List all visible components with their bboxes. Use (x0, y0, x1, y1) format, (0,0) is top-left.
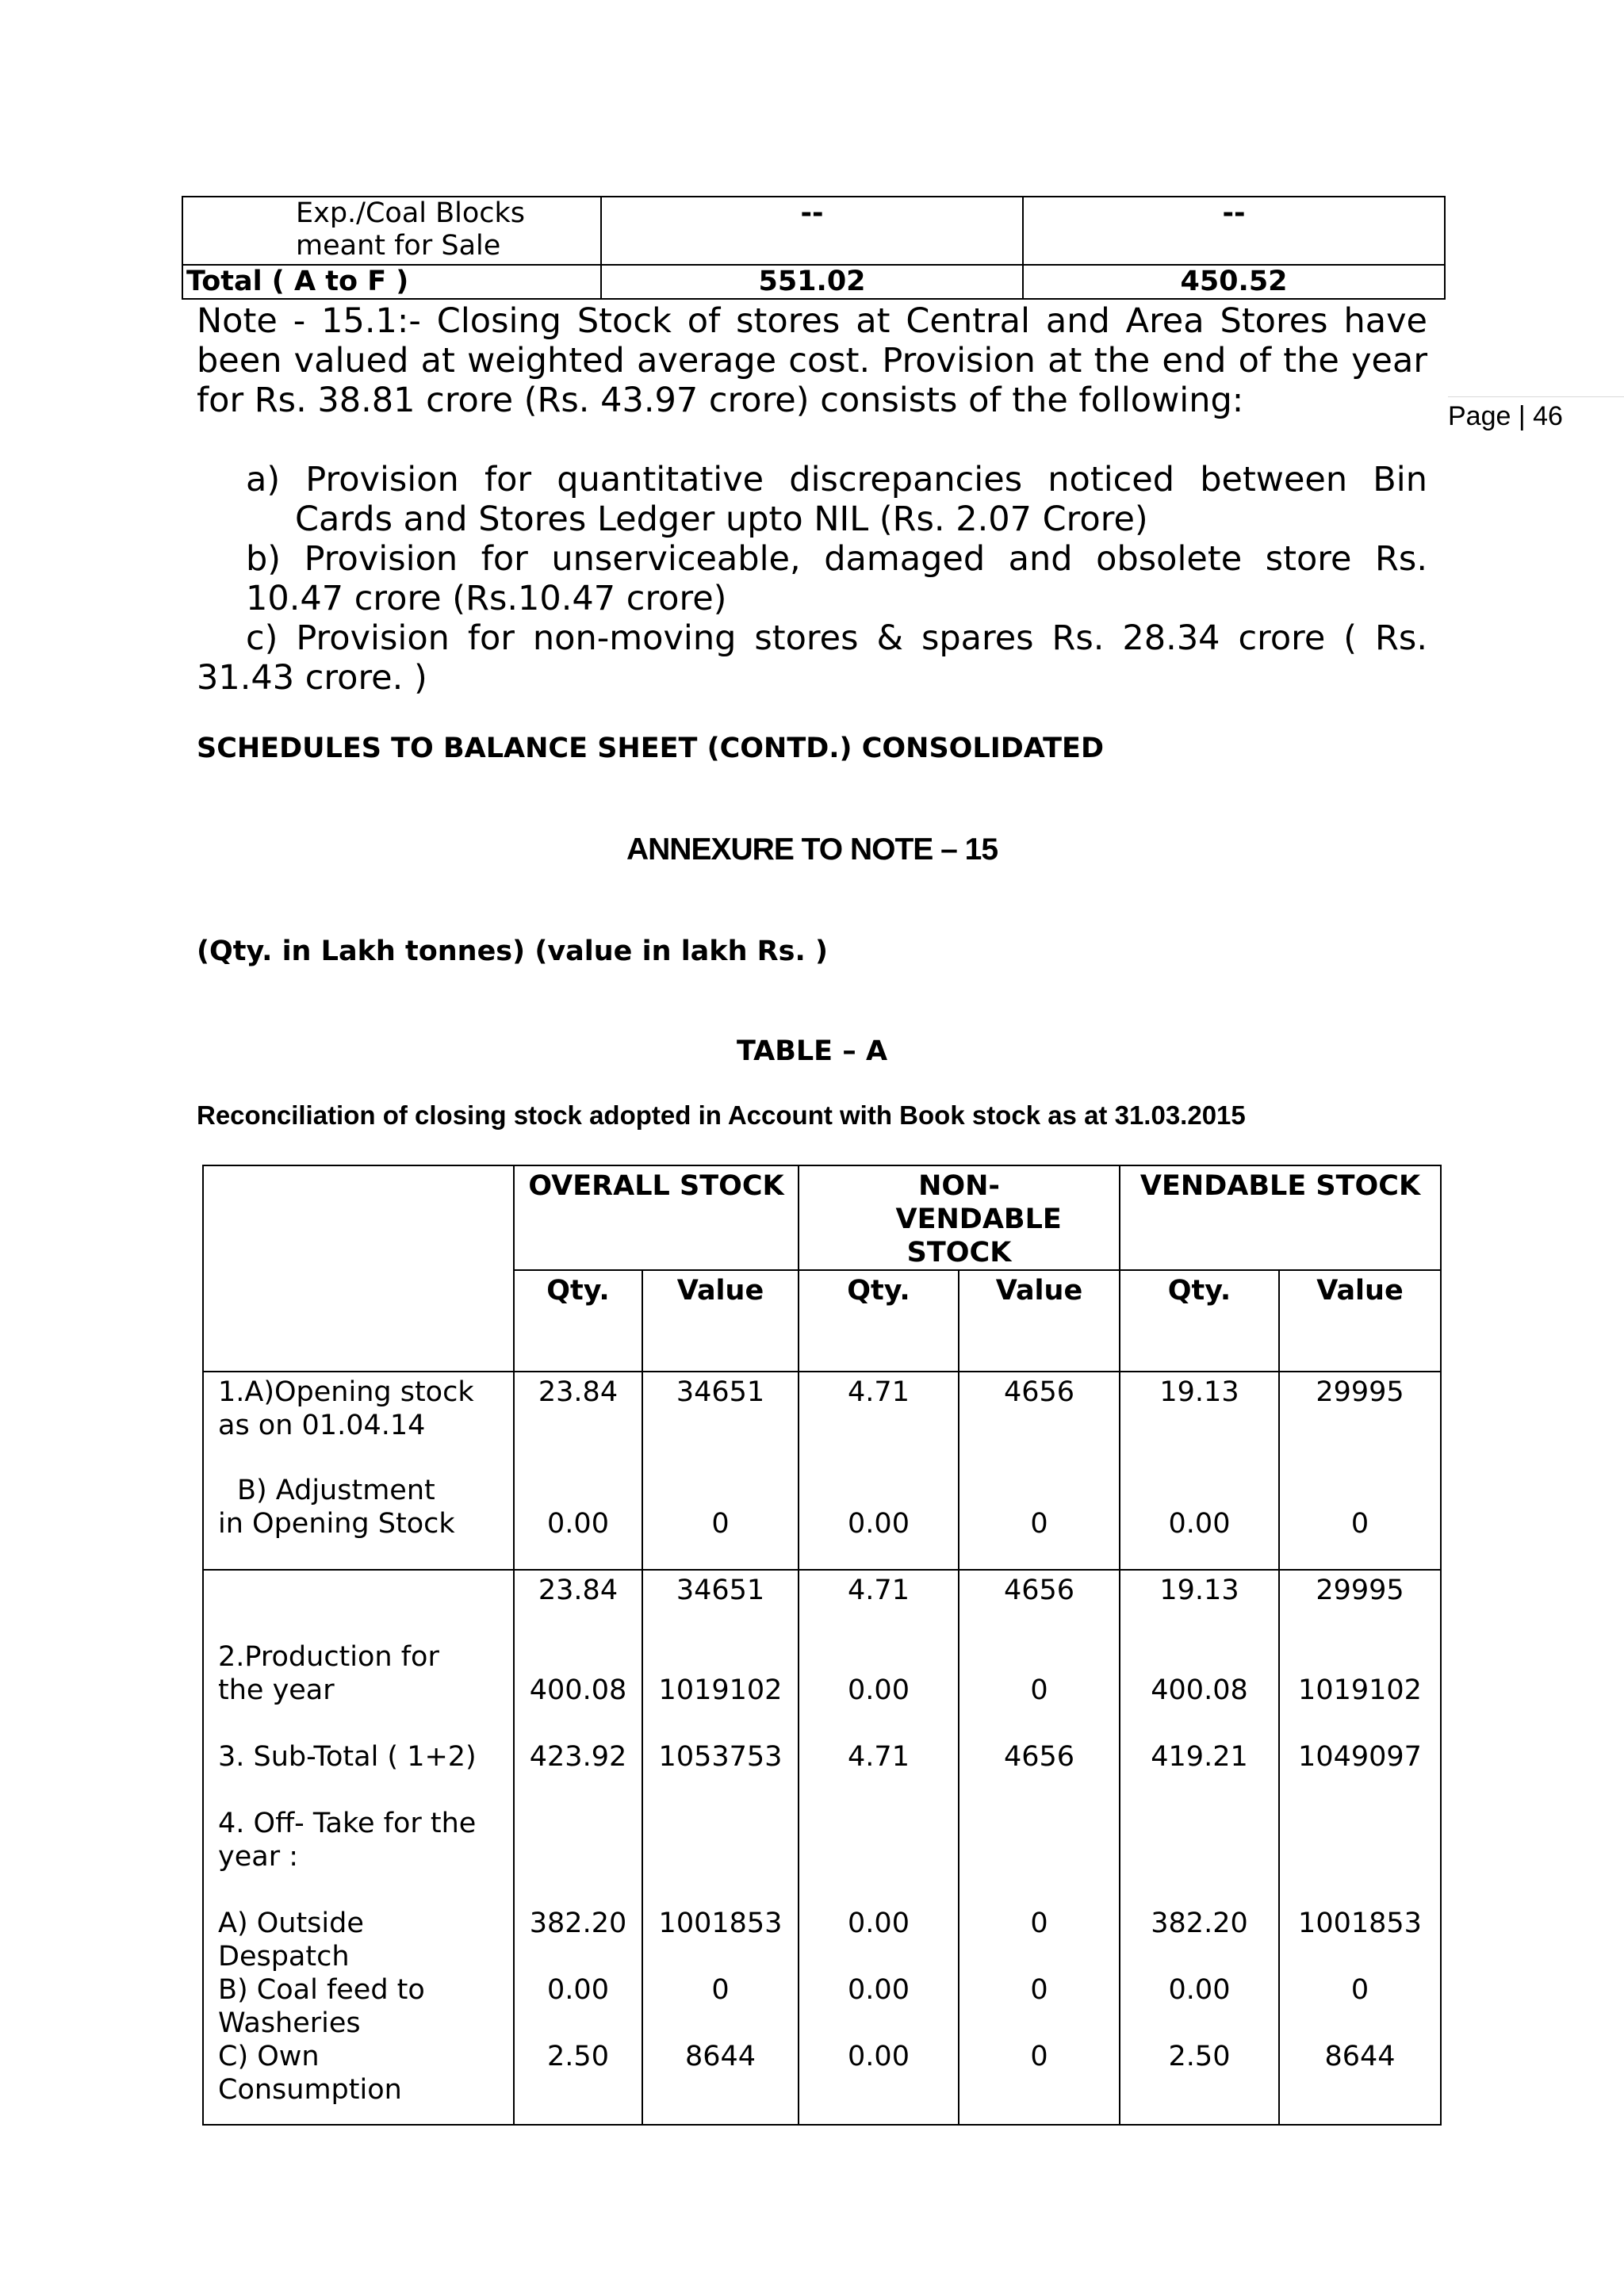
stores-summary-table (182, 196, 1446, 300)
value-header: Value (959, 1270, 1120, 1372)
qty-header: Qty. (514, 1270, 642, 1372)
cell (514, 1570, 642, 2125)
cell-value: 0.00 (848, 1674, 910, 1706)
total-value: 551.02 (601, 265, 1023, 299)
row-label: 2.Production for the year 3. Sub-Total ( 1+2) 4. Off- Take for the year : A) Outside Despatch B) Coal feed to Washeries C) Own Consumption (203, 1570, 514, 2125)
cell-value: 19.13 (1159, 1376, 1239, 1408)
cell-value: 0 (711, 1508, 730, 1540)
cell-value: 0.00 (547, 1974, 609, 2006)
cell-value: 23.84 (538, 1575, 619, 1606)
row-label: Exp./Coal Blocks meant for Sale (182, 197, 601, 265)
list-item-c: c) Provision for non-moving stores & spares Rs. 28.34 crore ( Rs. 31.43 crore. ) (197, 618, 1427, 698)
schedules-heading: SCHEDULES TO BALANCE SHEET (CONTD.) CONSOLIDATED (197, 733, 1104, 764)
table-a-heading: TABLE – A (736, 1035, 888, 1067)
total-label: Total ( A to F ) (182, 265, 601, 299)
cell-value: 8644 (684, 2041, 756, 2072)
header-non-vendable-stock: NON-VENDABLE STOCK (799, 1165, 1120, 1270)
cell-value: 0 (1030, 1508, 1048, 1540)
value-header: Value (1279, 1270, 1441, 1372)
cell (642, 1570, 799, 2125)
cell-value: 34651 (676, 1376, 765, 1408)
cell-value: 382.20 (529, 1908, 627, 1939)
cell (1279, 1372, 1441, 1570)
list-item-a: a) Provision for quantitative discrepancies noticed between Bin Cards and Stores Ledger upto NIL (Rs. 2.07 Crore) (246, 460, 1427, 539)
cell-value: 0 (1030, 1674, 1048, 1706)
cell-value: 0 (1350, 1508, 1369, 1540)
row-label: 1.A)Opening stock as on 01.04.14 B) Adjustment in Opening Stock (203, 1372, 514, 1570)
total-row (182, 265, 1445, 299)
cell-value: 1019102 (1298, 1674, 1422, 1706)
cell-value: 0.00 (848, 1908, 910, 1939)
value-cell: -- (1023, 197, 1445, 265)
cell-value: 4656 (1003, 1376, 1075, 1408)
qty-header: Qty. (799, 1270, 959, 1372)
cell-value: 0 (1030, 1974, 1048, 2006)
page-divider (1448, 396, 1624, 397)
header-vendable-stock: VENDABLE STOCK (1120, 1165, 1441, 1270)
value-header: Value (642, 1270, 799, 1372)
empty-header-cell (203, 1165, 514, 1372)
cell-value: 0.00 (848, 1508, 910, 1540)
cell-value: 1049097 (1298, 1741, 1422, 1773)
total-value: 450.52 (1023, 265, 1445, 299)
page-number: Page | 46 (1448, 401, 1563, 431)
units-note: (Qty. in Lakh tonnes) (value in lakh Rs. ) (197, 936, 828, 967)
qty-header: Qty. (1120, 1270, 1279, 1372)
cell-value: 0.00 (1168, 1974, 1231, 2006)
cell-value: 2.50 (547, 2041, 609, 2072)
cell-value: 0.00 (1168, 1508, 1231, 1540)
cell-value: 4.71 (848, 1376, 910, 1408)
annexure-heading: ANNEXURE TO NOTE – 15 (626, 832, 998, 867)
cell-value: 29995 (1316, 1575, 1404, 1606)
cell-value: 23.84 (538, 1376, 619, 1408)
table-row-totals (203, 1570, 1441, 2125)
cell-value: 1053753 (658, 1741, 783, 1773)
cell-value: 423.92 (529, 1741, 627, 1773)
table-row (182, 197, 1445, 265)
cell-value: 0.00 (848, 1974, 910, 2006)
reconciliation-heading: Reconciliation of closing stock adopted in Account with Book stock as at 31.03.2015 (197, 1100, 1246, 1130)
cell (642, 1372, 799, 1570)
cell (959, 1570, 1120, 2125)
cell-value: 29995 (1316, 1376, 1404, 1408)
cell (1120, 1372, 1279, 1570)
cell-value: 400.08 (529, 1674, 627, 1706)
cell (799, 1372, 959, 1570)
cell-value: 0 (1030, 1908, 1048, 1939)
cell-value: 1001853 (658, 1908, 783, 1939)
cell (959, 1372, 1120, 1570)
cell (799, 1570, 959, 2125)
cell-value: 419.21 (1151, 1741, 1248, 1773)
cell (514, 1372, 642, 1570)
cell-value: 0.00 (547, 1508, 609, 1540)
cell-value: 4.71 (848, 1741, 910, 1773)
cell-value: 19.13 (1159, 1575, 1239, 1606)
cell-value: 4656 (1003, 1575, 1075, 1606)
cell-value: 382.20 (1151, 1908, 1248, 1939)
cell-value: 8644 (1324, 2041, 1396, 2072)
note-15-1: Note - 15.1:- Closing Stock of stores at Central and Area Stores have been valued at weighted average cost. Provision at the end of the year for Rs. 38.81 crore (Rs. 43.97 crore) consists of the following: (197, 301, 1427, 420)
value-cell: -- (601, 197, 1023, 265)
cell-value: 0 (711, 1974, 730, 2006)
header-overall-stock: OVERALL STOCK (514, 1165, 799, 1270)
cell-value: 1001853 (1298, 1908, 1422, 1939)
cell-value: 1019102 (658, 1674, 783, 1706)
cell-value: 2.50 (1168, 2041, 1231, 2072)
cell-value: 0 (1350, 1974, 1369, 2006)
reconciliation-table (202, 1165, 1442, 2126)
cell-value: 4656 (1003, 1741, 1075, 1773)
table-row-opening-stock (203, 1372, 1441, 1570)
cell-value: 34651 (676, 1575, 765, 1606)
table-header-row (203, 1165, 1441, 1270)
cell-value: 0.00 (848, 2041, 910, 2072)
list-item-b: b) Provision for unserviceable, damaged and obsolete store Rs. 10.47 crore (Rs.10.47 crore) (246, 539, 1427, 618)
cell-value: 400.08 (1151, 1674, 1248, 1706)
cell-value: 4.71 (848, 1575, 910, 1606)
cell-value: 0 (1030, 2041, 1048, 2072)
cell (1120, 1570, 1279, 2125)
cell (1279, 1570, 1441, 2125)
